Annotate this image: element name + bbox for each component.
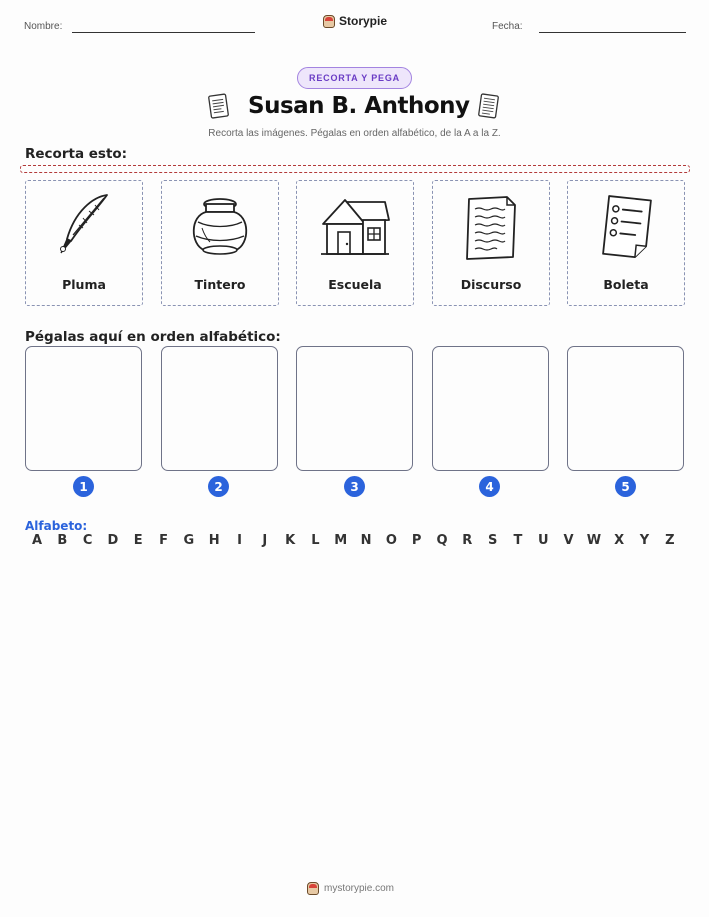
alphabet-letter: J bbox=[262, 533, 268, 548]
instructions: Recorta las imágenes. Pégalas en orden alfabético, de la A a la Z. bbox=[208, 128, 501, 139]
storypie-mascot-icon bbox=[307, 882, 319, 895]
order-number-badge: 1 bbox=[73, 476, 94, 497]
alphabet-letter: Y bbox=[639, 533, 650, 548]
paste-box-3[interactable] bbox=[296, 346, 413, 471]
cut-line bbox=[20, 165, 690, 173]
alphabet-letter: M bbox=[334, 533, 348, 548]
page-title: Susan B. Anthony bbox=[248, 93, 470, 119]
card-label: Pluma bbox=[62, 277, 106, 292]
order-number-badge: 4 bbox=[479, 476, 500, 497]
schoolhouse-icon bbox=[315, 187, 395, 267]
cut-card-discurso[interactable] bbox=[432, 180, 550, 306]
cut-section-heading: Recorta esto: bbox=[25, 146, 128, 162]
alphabet-letter: E bbox=[133, 533, 143, 548]
card-label: Tintero bbox=[194, 277, 246, 292]
name-label: Nombre: bbox=[24, 21, 63, 32]
ballot-checklist-icon bbox=[586, 187, 666, 267]
alphabet-letter: R bbox=[462, 533, 473, 548]
card-label: Escuela bbox=[328, 277, 382, 292]
inkwell-icon bbox=[180, 187, 260, 267]
alphabet-letter: D bbox=[107, 533, 119, 548]
date-field[interactable] bbox=[539, 32, 686, 33]
alphabet-letter: T bbox=[513, 533, 523, 548]
alphabet-letter: C bbox=[82, 533, 93, 548]
alphabet-letter: P bbox=[411, 533, 422, 548]
document-icon bbox=[206, 92, 232, 120]
paste-box-4[interactable] bbox=[432, 346, 549, 471]
paste-box-5[interactable] bbox=[567, 346, 684, 471]
alphabet-letter: H bbox=[208, 533, 220, 548]
alphabet-letter: G bbox=[183, 533, 195, 548]
cut-card-escuela[interactable] bbox=[296, 180, 414, 306]
paste-box-1[interactable] bbox=[25, 346, 142, 471]
footer-site-link[interactable]: mystorypie.com bbox=[324, 883, 395, 894]
storypie-logo bbox=[323, 14, 387, 28]
cut-card-pluma[interactable] bbox=[25, 180, 143, 306]
alphabet-letter: A bbox=[31, 533, 43, 548]
document-icon bbox=[476, 92, 502, 120]
card-label: Boleta bbox=[603, 277, 649, 292]
footer bbox=[307, 882, 394, 895]
alphabet-letter: W bbox=[586, 533, 602, 548]
alphabet-letter: S bbox=[487, 533, 498, 548]
alphabet-letter: K bbox=[285, 533, 296, 548]
alphabet-letter: Z bbox=[665, 533, 675, 548]
cut-card-tintero[interactable] bbox=[161, 180, 279, 306]
order-number-badge: 2 bbox=[208, 476, 229, 497]
paste-section-heading: Pégalas aquí en orden alfabético: bbox=[25, 329, 281, 345]
logo-text: Storypie bbox=[339, 14, 388, 28]
paste-box-2[interactable] bbox=[161, 346, 278, 471]
activity-badge: RECORTA Y PEGA bbox=[297, 67, 412, 89]
card-label: Discurso bbox=[460, 277, 522, 292]
alphabet-heading: Alfabeto: bbox=[25, 519, 88, 533]
cut-card-boleta[interactable] bbox=[567, 180, 685, 306]
order-number-badge: 5 bbox=[615, 476, 636, 497]
alphabet-letter: X bbox=[614, 533, 625, 548]
alphabet-letter: I bbox=[237, 533, 242, 548]
alphabet-letter: L bbox=[311, 533, 320, 548]
date-label: Fecha: bbox=[492, 21, 523, 32]
alphabet-row bbox=[28, 533, 679, 548]
quill-pen-icon bbox=[44, 187, 124, 267]
name-field[interactable] bbox=[72, 32, 255, 33]
storypie-mascot-icon bbox=[323, 15, 335, 28]
alphabet-letter: U bbox=[537, 533, 549, 548]
alphabet-letter: O bbox=[385, 533, 397, 548]
alphabet-letter: F bbox=[159, 533, 168, 548]
speech-paper-icon bbox=[451, 187, 531, 267]
alphabet-letter: Q bbox=[436, 533, 448, 548]
alphabet-letter: N bbox=[360, 533, 372, 548]
alphabet-letter: B bbox=[57, 533, 68, 548]
alphabet-letter: V bbox=[563, 533, 574, 548]
order-number-badge: 3 bbox=[344, 476, 365, 497]
